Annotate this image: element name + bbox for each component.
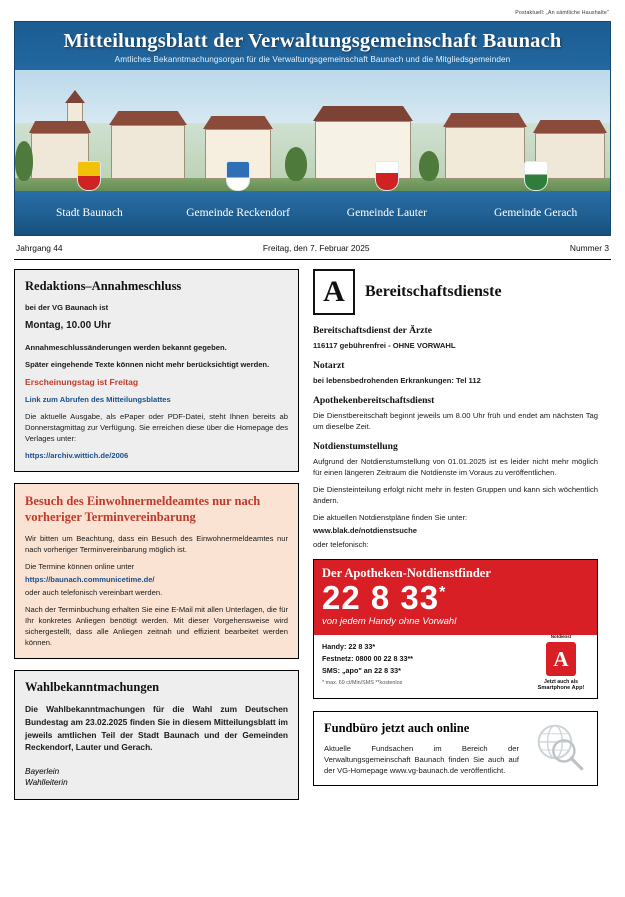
notdienst-p4: oder telefonisch: [313,540,369,549]
article-einwohnermeldeamt [14,483,299,660]
municipality-label-0: Stadt Baunach [56,207,123,219]
redaktion-heading: Redaktions–Annahmeschluss [25,279,182,293]
photo-building-5 [445,127,525,179]
article-fundbuero [313,711,598,786]
advert-festnetz: Festnetz: 0800 00 22 8 33** [322,653,414,663]
redaktion-deadline: Montag, 10.00 Uhr [25,320,112,331]
left-column [14,269,299,811]
advert-fineprint: * max. 69 ct/Min/SMS **kostenlos [322,679,403,686]
redaktion-line-1: bei der VG Baunach ist [25,303,109,312]
wahl-signature-name: Bayerlein [25,766,60,776]
municipality-cell-2 [313,191,462,235]
crest-gerach-icon [524,161,548,191]
photo-tree-3 [15,141,33,181]
municipality-strip [15,191,610,235]
redaktion-link-heading: Link zum Abrufen des Mitteilungsblattes [25,394,171,404]
notdienst-p2: Die Diensteinteilung erfolgt nicht mehr in festen Gruppen und kann sich wöchentlich ändern. [313,485,598,505]
municipality-label-1: Gemeinde Reckendorf [186,207,291,219]
advert-sms: SMS: „apo" an 22 8 33* [322,665,401,675]
photo-roof-4 [313,106,413,121]
einwohnermeldeamt-p4: Nach der Terminbuchung erhalten Sie eine E-Mail mit allen Unterlagen, die für Ihr konkretes Anliegen benötigt werden. Mit dieser Vorgehensweise wird sichergestellt, dass alle Anliegen zeitnah und effizient bearbeitet werden können. [25,605,288,648]
section-notarzt [313,360,598,386]
issue-bar [14,236,611,260]
photo-tree-2 [419,151,439,181]
aerzte-heading: Bereitschaftsdienst der Ärzte [313,325,433,336]
apotheken-a-icon [313,269,355,315]
einwohnermeldeamt-p2: Die Termine können online unter [25,562,135,572]
section-apothekenbereitschaft [313,395,598,432]
content-columns [14,269,611,811]
masthead-photo [15,70,610,195]
wahl-heading: Wahlbekanntmachungen [25,680,160,695]
article-redaktions-annahmeschluss [14,269,299,472]
section-aerzte [313,325,598,351]
photo-building-2 [111,125,185,179]
advert-app-block [533,633,589,691]
redaktion-line-3: Annahmeschlussänderungen werden bekannt gegeben. [25,342,227,352]
section-notdienstumstellung [313,441,598,550]
municipality-cell-0 [15,191,164,235]
einwohnermeldeamt-p3: oder auch telefonisch vereinbart werden. [25,588,163,598]
advert-app-line-1: Jetzt auch als [543,678,579,685]
masthead-subtitle: Amtliches Bekanntmachungsorgan für die Verwaltungsgemeinschaft Baunach und die Mitgliedsgemeinden [114,55,511,64]
municipality-cell-1 [164,191,313,235]
right-column [313,269,598,811]
einwohnermeldeamt-p1: Wir bitten um Beachtung, dass ein Besuch des Einwohnermeldeamtes nur nach vorheriger Terminvereinbarung möglich ist. [25,534,288,555]
advert-app-line-2: Smartphone App! [537,684,585,691]
advert-details [314,635,597,698]
municipality-label-3: Gemeinde Gerach [493,207,578,219]
bereitschaftsdienste-title: Bereitschaftsdienste [365,283,502,300]
apotheken-heading: Apothekenbereitschaftsdienst [313,395,435,406]
crest-baunach-icon [77,161,101,191]
crest-reckendorf-icon [226,161,250,191]
notdienst-p3: Die aktuellen Notdienstpläne finden Sie unter: [313,513,468,522]
fundbuero-heading: Fundbüro jetzt auch online [324,720,470,735]
postaktuell-line: Postaktuell: „An sämtliche Haushalte" [515,10,609,16]
bereitschaftsdienste-header [313,269,598,315]
municipality-label-2: Gemeinde Lauter [346,207,427,219]
article-wahlbekanntmachungen [14,670,299,799]
globe-search-icon [533,720,585,772]
notdienst-badge-icon [546,633,576,676]
redaktion-erscheinungstag: Erscheinungstag ist Freitag [25,376,139,387]
notdienst-link[interactable]: www.blak.de/notdienstsuche [313,526,417,535]
redaktion-line-4: Später eingehende Texte können nicht mehr berücksichtigt werden. [25,359,270,369]
einwohnermeldeamt-link[interactable]: https://baunach.communicetime.de/ [25,575,155,585]
notarzt-line: bei lebensbedrohenden Erkrankungen: Tel 112 [313,376,481,385]
photo-tree-1 [285,147,307,181]
advert-apotheken-notdienstfinder[interactable] [313,559,598,699]
municipality-cell-3 [461,191,610,235]
apotheken-a-letter: A [323,275,345,308]
issue-number: Nummer 3 [569,243,609,253]
redaktion-epaper-text: Die aktuelle Ausgabe, als ePaper oder PDF-Datei, steht Ihnen bereits ab Donnerstagmittag zur Verfügung. Sie erreichen diese über die Homepage des Verlages unter: [25,411,288,443]
photo-roof-3 [203,116,273,129]
redaktion-archive-link[interactable]: https://archiv.wittich.de/2006 [25,450,129,460]
notdienst-p1: Aufgrund der Notdienstumstellung von 01.01.2025 ist es leider nicht mehr möglich für einen längeren Zeitraum die Notdienste im Voraus zu veröffentlichen. [313,457,598,477]
masthead [14,21,611,236]
notdienst-badge-caption: Notdienst [550,633,572,639]
crest-lauter-icon [375,161,399,191]
issue-volume: Jahrgang 44 [16,243,63,253]
photo-roof-2 [109,111,187,125]
photo-roof-6 [533,120,607,133]
advert-title: Der Apotheken-Notdienstfinder [322,566,491,580]
wahl-body: Die Wahlbekanntmachungen für die Wahl zum Deutschen Bundestag am 23.02.2025 finden Sie in diesem Mitteilungsblatt im jeweils amtlichen Teil der Stadt Baunach und der Gemeinden Reckendorf, Lauter und Gerach. [25,704,288,753]
notdienst-badge-letter: A [553,646,569,671]
advert-contact-list [322,642,527,691]
aerzte-line: 116117 gebührenfrei - OHNE VORWAHL [313,341,456,350]
advert-handy: Handy: 22 8 33* [322,641,376,651]
apotheken-line: Die Dienstbereitschaft beginnt jeweils um 8.00 Uhr früh und endet am nächsten Tag um dieselbe Zeit. [313,411,598,431]
photo-roof-5 [443,113,527,127]
wahl-signature-role: Wahlleiterin [25,778,68,788]
notdienst-heading: Notdienstumstellung [313,441,398,452]
advert-number: 22 8 33* [322,579,447,616]
photo-roof-1 [29,121,91,133]
masthead-title: Mitteilungsblatt der Verwaltungsgemeinschaft Baunach [63,30,562,52]
advert-tagline: von jedem Handy ohne Vorwahl [322,615,457,627]
advert-banner [314,560,597,635]
einwohnermeldeamt-heading: Besuch des Einwohnermeldeamtes nur nach vorheriger Terminvereinbarung [25,493,261,525]
issue-date: Freitag, den 7. Februar 2025 [262,243,370,253]
notarzt-heading: Notarzt [313,360,345,371]
fundbuero-body: Aktuelle Fundsachen im Bereich der Verwaltungsgemeinschaft Baunach finden Sie auch auf der VG-Homepage www.vg-baunach.de veröffentlicht. [324,743,519,775]
